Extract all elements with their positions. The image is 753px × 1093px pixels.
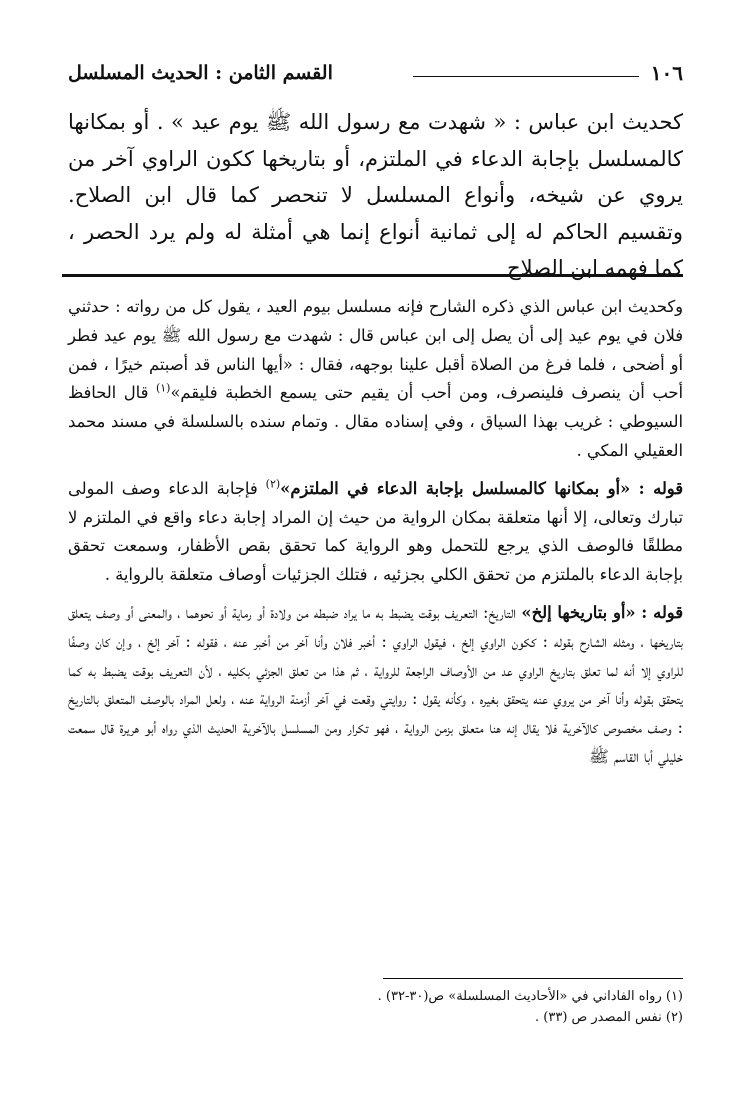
footnotes — [68, 986, 683, 1028]
page-number: ١٠٦ — [650, 61, 683, 85]
commentary-lemma: قوله : «أو بمكانها كالمسلسل بإجابة الدعاء في الملتزم» — [280, 478, 683, 498]
commentary-paragraph-1 — [68, 293, 683, 466]
commentary-paragraph-2 — [68, 475, 683, 590]
commentary-text-cont: قال الحافظ السيوطي : غريب بهذا السياق ، وفي إسناده مقال . وتمام سنده بالسلسلة في مسند محمد العقيلي المكي . — [68, 383, 683, 460]
commentary-divider — [62, 274, 683, 277]
commentary-paragraph-3 — [68, 599, 683, 772]
footnote-ref-1[interactable]: (١) — [155, 381, 171, 395]
running-header — [68, 58, 683, 88]
commentary-lemma: قوله : «أو بتاريخها إلخ» — [521, 602, 683, 622]
footnote-2: (٢) نفس المصدر ص (٣٣) . — [535, 1010, 683, 1025]
commentary-text: فإجابة الدعاء وصف المولى تبارك وتعالى، إلا أنها متعلقة بمكان الرواية من حيث إن المراد إجابة دعاء واقع في الملتزم لا مطلقًا فالوصف الذي يرجع للتحمل وهو الرواية كما تحقق بقص الأظفار، وسمعت تحقق بإجابة الدعاء بالملتزم من تحقق الكلي بجزئيه ، فتلك الجزئيات أوصاف متعلقة بالرواية . — [68, 478, 683, 585]
commentary-text: التاريخ: التعريف بوقت يضبط به ما يراد ضبطه من ولادة أو رماية أو نحوهما ، والمعنى أو وصف يتعلق بتاريخها ، ومثله الشارح بقوله : ككون الراوي إلخ ، فيقول الراوي : أخبر فلان وأنا آخر من أخبر عنه ، فقوله : آخر إلخ ، وإن كان وصفًا للراوي إلا أنه لما تعلق بتاريخ الراوي عد من الأوصاف الراجعة للرواية ، ثم هذا من تعلق الجزئي بكليه ، لأن التعريف بوقت يضبط به كما يتحقق بقوله وأنا آخر من يروي عنه يتحقق بغيره ، وكأنه يقول : روايتي وقعت في آخر أزمنة الرواية عنه ، ولعل المراد بالوصف المتعلق بالتاريخ : وصف مخصوص كالآخرية فلا يقال إنه هنا متعلق بزمن الرواية ، فهو تكرار ومن المسلسل بالآخرية الحديث الذي رواه أبو هريرة قال سمعت خليلي أبا القاسم ﷺ — [68, 602, 683, 766]
footnote-1: (١) رواه الفاداني في «الأحاديث المسلسلة» ص(٣٠-٣٢) . — [377, 989, 683, 1004]
commentary-text: وكحديث ابن عباس الذي ذكره الشارح فإنه مسلسل بيوم العيد ، يقول كل من رواته : حدثني فلان في يوم عيد إلى أن يصل إلى ابن عباس قال : شهدت مع رسول الله ﷺ يوم عيد فطر أو أضحى ، فلما فرغ من الصلاة أقبل علينا بوجهه، فقال : «أيها الناس قد أصبتم خيرًا ، فمن أحب أن ينصرف فلينصرف، ومن أحب أن يقيم حتى يسمع الخطبة فليقم» — [68, 297, 683, 403]
header-rule — [413, 76, 639, 77]
footnote-divider — [383, 978, 683, 979]
footnote-ref-2[interactable]: (٢) — [265, 477, 281, 491]
main-text — [68, 104, 683, 287]
commentary — [68, 293, 683, 781]
running-title: القسم الثامن : الحديث المسلسل — [68, 62, 333, 84]
main-paragraph: كحديث ابن عباس : « شهدت مع رسول الله ﷺ يوم عيد » . أو بمكانها كالمسلسل بإجابة الدعاء في الملتزم، أو بتاريخها ككون الراوي آخر من يروي عن شيخه، وأنواع المسلسل لا تنحصر كما قال ابن الصلاح. وتقسيم الحاكم له إلى ثمانية أنواع إنما هي أمثلة له ولم يرد الحصر ، كما فهمه ابن الصلاح — [68, 110, 683, 280]
